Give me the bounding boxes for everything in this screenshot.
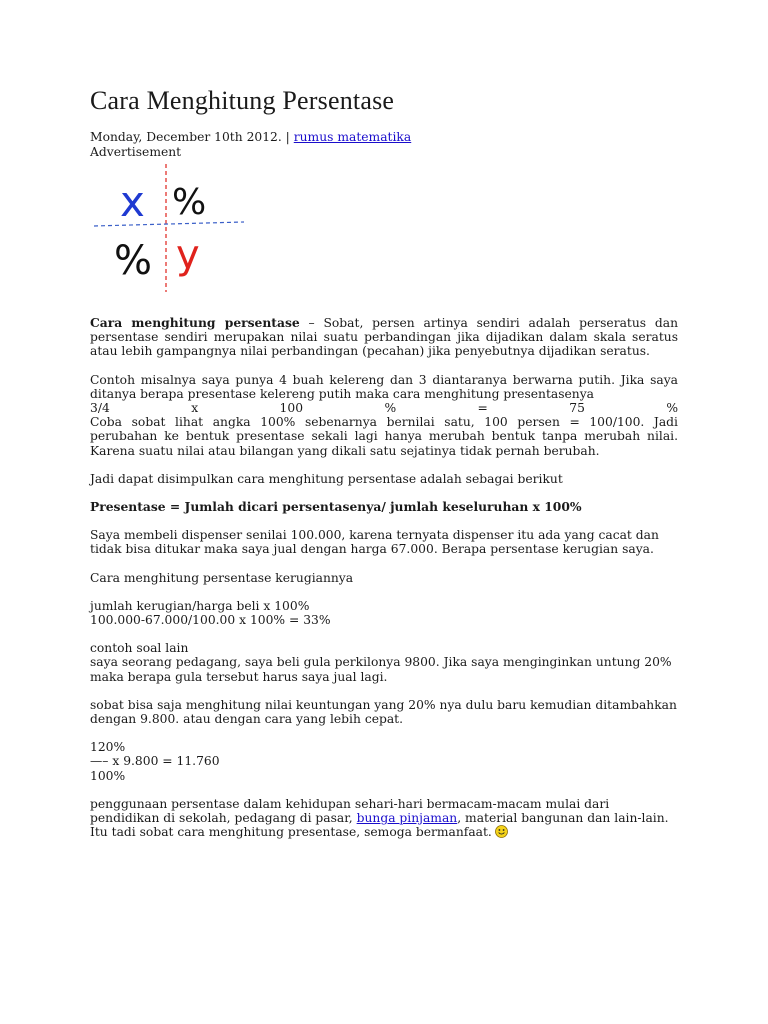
- example-text: Contoh misalnya saya punya 4 buah kelereng dan 3 diantaranya berwarna putih. Jika saya ditanya berapa presentase kelereng putih maka cara menghitung presentasenya: [90, 372, 678, 401]
- formula-bold-text: Presentase = Jumlah dicari persentasenya/ jumlah keseluruhan x 100%: [90, 499, 582, 515]
- figure-horizontal-divider: [94, 222, 244, 226]
- fraction-expression: —– x 9.800 = 11.760: [90, 754, 220, 769]
- fraction-denominator: 100%: [90, 768, 126, 783]
- other-example-text: saya seorang pedagang, saya beli gula perkilonya 9800. Jika saya menginginkan untung 20% maka berapa gula tersebut harus saya jual lagi.: [90, 655, 672, 684]
- page-title: Cara Menghitung Persentase: [90, 86, 395, 115]
- example-formula: [90, 401, 678, 415]
- formula-part: 100: [279, 401, 304, 416]
- example-explanation: Coba sobat lihat angka 100% sebenarnya bernilai satu, 100 persen = 100/100. Jadi perubahan ke bentuk presentase sekali lagi hanya merubah bentuk tanpa merubah nilai. Karena suatu nilai atau bilangan yang dikali satu sejatinya tidak pernah berubah.: [90, 415, 678, 458]
- intro-bold: Cara menghitung persentase: [90, 315, 300, 330]
- closing-text-before: penggunaan persentase dalam kehidupan sehari-hari bermacam-macam mulai dari pendidikan di sekolah, pedagang di pasar,: [90, 796, 610, 826]
- category-link[interactable]: rumus matematika: [293, 130, 412, 144]
- post-meta: [90, 130, 678, 160]
- loss-result: 100.000-67.000/100.00 x 100% = 33%: [90, 613, 331, 628]
- smiley-icon: [495, 825, 508, 838]
- formula-bold: [90, 500, 678, 514]
- article: [90, 86, 678, 853]
- figure-x: x: [120, 177, 145, 226]
- paragraph-loss-heading: Cara menghitung persentase kerugiannya: [90, 570, 354, 585]
- fraction-numerator: 120%: [90, 740, 126, 755]
- paragraph-example: [90, 373, 678, 458]
- paragraph-dispenser: Saya membeli dispenser senilai 100.000, karena ternyata dispenser itu ada yang cacat dan tidak bisa ditukar maka saya jual dengan harga 67.000. Berapa persentase kerugian saya.: [90, 528, 659, 557]
- paragraph-conclusion: Jadi dapat disimpulkan cara menghitung persentase adalah sebagai berikut: [90, 471, 563, 486]
- percent-figure: [90, 164, 250, 304]
- paragraph-loss-calc: [90, 599, 678, 627]
- formula-part: x: [191, 401, 199, 416]
- paragraph-other-example: [90, 641, 678, 684]
- paragraph-closing: [90, 797, 678, 840]
- formula-part: =: [477, 401, 488, 416]
- figure-y: y: [176, 232, 200, 278]
- paragraph-profit: sobat bisa saja menghitung nilai keuntungan yang 20% nya dulu baru kemudian ditambahkan dengan 9.800. atau dengan cara yang lebih cepat.: [90, 697, 677, 727]
- intro-text: – Sobat, persen artinya sendiri adalah perseratus dan persentase sendiri merupakan nilai suatu perbandingan jika dijadikan dalam skala seratus atau lebih gampangnya nilai perbandingan (pecahan) jika penyebutnya dijadikan seratus.: [90, 316, 679, 359]
- formula-part: %: [666, 401, 678, 416]
- percent-figure-svg: [90, 164, 250, 304]
- loss-formula: jumlah kerugian/harga beli x 100%: [90, 598, 310, 613]
- formula-part: %: [384, 401, 397, 416]
- figure-bottom-percent: %: [114, 238, 153, 284]
- other-example-heading: contoh soal lain: [90, 641, 189, 656]
- figure-top-percent: %: [172, 182, 207, 223]
- bunga-pinjaman-link[interactable]: bunga pinjaman: [356, 811, 458, 826]
- closing-text-after: , material bangunan dan lain-lain. Itu tadi sobat cara menghitung presentase, semoga bermanfaat.: [90, 811, 669, 840]
- formula-part: 75: [569, 401, 585, 416]
- formula-part: 3/4: [90, 401, 110, 416]
- advertisement-label: Advertisement: [90, 145, 182, 159]
- paragraph-fraction: [90, 740, 678, 783]
- post-date: Monday, December 10th 2012. |: [90, 130, 290, 144]
- paragraph-intro: [90, 316, 678, 359]
